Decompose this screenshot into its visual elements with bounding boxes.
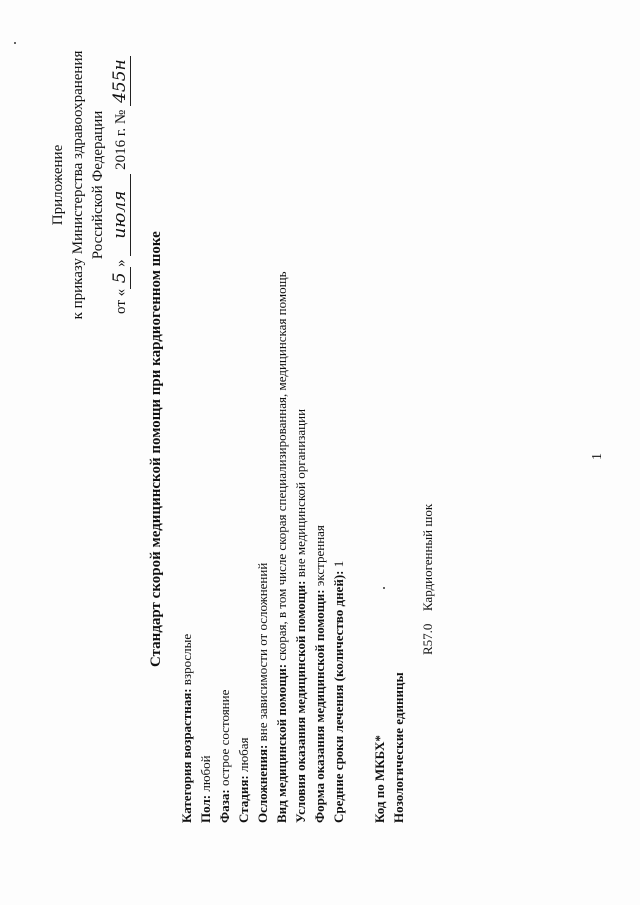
icd-code-label: Код по МКБХ* — [372, 735, 387, 823]
param-complications: Осложнения: вне зависимости от осложнений — [255, 562, 270, 823]
date-mid: » — [113, 259, 129, 267]
param-sex: Пол: любой — [198, 755, 213, 823]
param-care-form: Форма оказания медицинской помощи: экстренная — [312, 525, 327, 823]
diagnosis-code: R57.0 — [420, 623, 435, 655]
page-number: 1 — [590, 453, 605, 460]
param-age-category: Категория возрастная: взрослые — [179, 633, 194, 823]
date-year: 2016 г. № — [113, 109, 129, 170]
icd-labels — [370, 672, 408, 823]
diagnosis-row — [420, 504, 436, 655]
param-care-conditions: Условия оказания медицинской помощи: вне медицинской организации — [293, 408, 308, 823]
date-day-handwritten: 5 — [110, 267, 131, 289]
appendix-title: Приложение — [50, 144, 66, 226]
date-prefix: от « — [113, 288, 129, 314]
param-phase: Фаза: острое состояние — [217, 689, 232, 823]
nosological-units-label: Нозологические единицы — [391, 672, 406, 823]
appendix-date-line — [110, 25, 131, 345]
param-treatment-duration: Средние сроки лечения (количество дней): 1 — [331, 560, 346, 823]
param-care-type: Вид медицинской помощи: скорая, в том числе скорая специализированная, медицинская помощь — [274, 271, 289, 823]
order-number-handwritten: 455н — [110, 56, 131, 106]
diagnosis-name: Кардиогенный шок — [420, 503, 435, 612]
document-title: Стандарт скорой медицинской помощи при кардиогенном шоке — [148, 231, 164, 667]
appendix-order-line: к приказу Министерства здравоохранения — [70, 50, 86, 320]
param-stage: Стадия: любая — [236, 737, 251, 823]
appendix-block — [48, 25, 131, 345]
parameters-list — [177, 271, 348, 823]
appendix-ministry-line: Российской Федерации — [90, 110, 106, 260]
date-month-handwritten: июля — [110, 174, 131, 256]
